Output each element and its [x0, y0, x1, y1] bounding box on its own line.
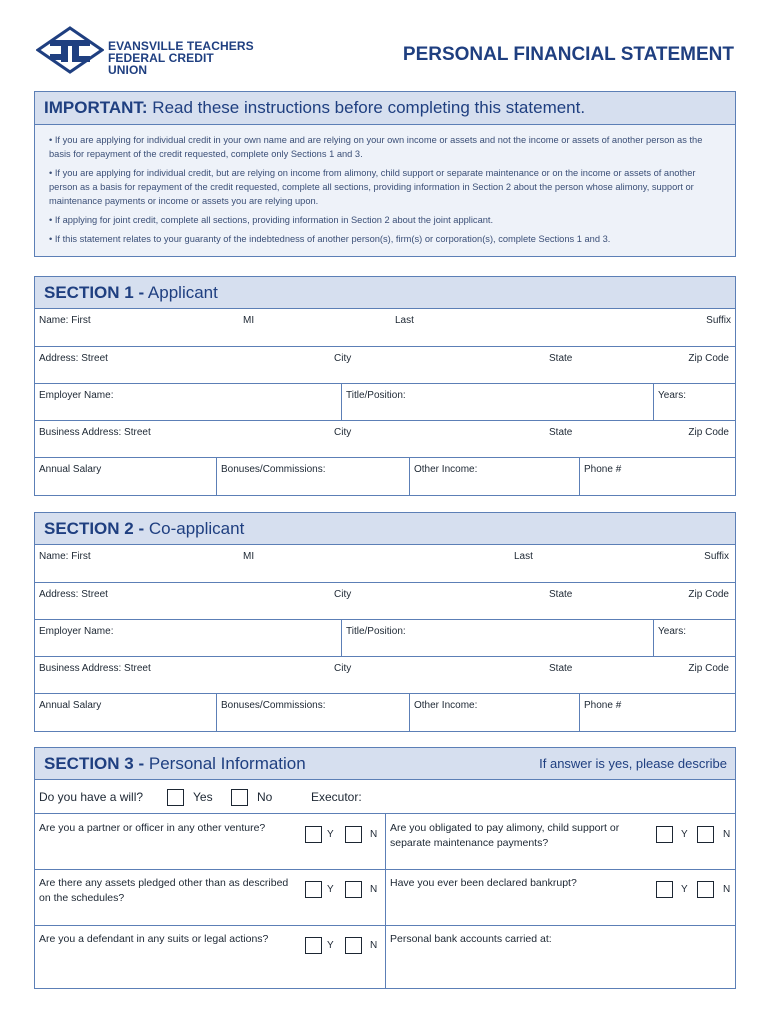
coapplicant-income-row — [35, 694, 735, 731]
etfcu-logo-mark-icon — [36, 26, 104, 74]
partner-yes-checkbox[interactable] — [305, 826, 322, 843]
section-1-header — [35, 277, 735, 309]
bank-accounts-label[interactable]: Personal bank accounts carried at: — [390, 933, 552, 945]
logo-line-2: FEDERAL CREDIT UNION — [108, 51, 214, 77]
annual-salary-label[interactable]: Annual Salary — [39, 700, 102, 711]
instruction-item: • If you are applying for individual credit, but are relying on income from alimony, child support or separate maintenance or on the income or assets of another person as a basis for repayment of the credit requested, complete all sections, providing information in Section 2 about the person whose alimony, support or maintenance payments or income or assets you are relying upon. — [49, 166, 721, 208]
annual-salary-label[interactable]: Annual Salary — [39, 464, 102, 475]
instructions-heading — [35, 92, 735, 125]
business-city-label: City — [334, 427, 352, 438]
questions-row-1 — [35, 814, 735, 870]
pledged-yes-checkbox[interactable] — [305, 881, 322, 898]
coapplicant-name-row[interactable] — [35, 545, 735, 583]
defendant-yes-label: Y — [327, 940, 334, 951]
alimony-yes-label: Y — [681, 829, 688, 840]
section-3-personal-information — [34, 747, 736, 989]
section-3-number: SECTION 3 - — [44, 754, 145, 773]
name-last-label: Last — [514, 551, 533, 562]
address-street-label: Address: Street — [39, 353, 108, 364]
will-no-label: No — [257, 790, 273, 804]
coapplicant-employer-row — [35, 620, 735, 657]
section-2-coapplicant — [34, 512, 736, 732]
title-position-label[interactable]: Title/Position: — [346, 390, 406, 401]
bankrupt-question: Have you ever been declared bankrupt? — [390, 877, 577, 889]
alimony-no-checkbox[interactable] — [697, 826, 714, 843]
questions-row-2 — [35, 870, 735, 926]
pledged-no-checkbox[interactable] — [345, 881, 362, 898]
alimony-no-label: N — [723, 829, 731, 840]
partner-no-checkbox[interactable] — [345, 826, 362, 843]
address-state-label: State — [549, 589, 573, 600]
instructions-heading-text: Read these instructions before completing this statement. — [152, 98, 586, 117]
coapplicant-address-row[interactable] — [35, 583, 735, 620]
logo-line-1: EVANSVILLE TEACHERS — [108, 39, 254, 53]
bankrupt-yes-label: Y — [681, 884, 688, 895]
phone-label[interactable]: Phone # — [584, 464, 622, 475]
bankrupt-yes-checkbox[interactable] — [656, 881, 673, 898]
business-street-label: Business Address: Street — [39, 663, 151, 674]
alimony-question: Are you obligated to pay alimony, child support or separate maintenance payments? — [390, 822, 620, 849]
address-street-label: Address: Street — [39, 589, 108, 600]
phone-label[interactable]: Phone # — [584, 700, 622, 711]
name-mi-label: MI — [243, 551, 255, 562]
instruction-item: • If applying for joint credit, complete all sections, providing information in Section 2 about the joint applicant. — [49, 213, 721, 227]
applicant-income-row — [35, 458, 735, 495]
other-income-label[interactable]: Other Income: — [414, 464, 478, 475]
alimony-yes-checkbox[interactable] — [656, 826, 673, 843]
partner-question: Are you a partner or officer in any other venture? — [39, 822, 266, 834]
business-zip-label: Zip Code — [688, 427, 729, 438]
applicant-name-row[interactable] — [35, 309, 735, 347]
section-1-applicant — [34, 276, 736, 496]
applicant-address-row[interactable] — [35, 347, 735, 384]
instructions-list — [35, 125, 735, 246]
partner-no-label: N — [370, 829, 378, 840]
instruction-item: • If you are applying for individual credit in your own name and are relying on your own income or assets and not the income or assets of another person as the basis for repayment of the credit requested, complete only Sections 1 and 3. — [49, 133, 721, 161]
section-2-header — [35, 513, 735, 545]
title-position-label[interactable]: Title/Position: — [346, 626, 406, 637]
instruction-item: • If this statement relates to your guaranty of the indebtedness of another person(s), firm(s) or corporation(s), complete Sections 1 and 3. — [49, 232, 721, 246]
years-label[interactable]: Years: — [658, 390, 686, 401]
name-suffix-label: Suffix — [706, 315, 731, 326]
bonuses-label[interactable]: Bonuses/Commissions: — [221, 700, 326, 711]
name-first-label: Name: First — [39, 551, 91, 562]
defendant-no-checkbox[interactable] — [345, 937, 362, 954]
other-income-label[interactable]: Other Income: — [414, 700, 478, 711]
will-no-checkbox[interactable] — [231, 789, 248, 806]
section-3-note: If answer is yes, please describe — [539, 756, 727, 771]
will-yes-checkbox[interactable] — [167, 789, 184, 806]
bankrupt-no-checkbox[interactable] — [697, 881, 714, 898]
pledged-yes-label: Y — [327, 884, 334, 895]
applicant-business-address-row[interactable] — [35, 421, 735, 458]
pledged-assets-question: Are there any assets pledged other than as described on the schedules? — [39, 877, 289, 904]
years-label[interactable]: Years: — [658, 626, 686, 637]
defendant-no-label: N — [370, 940, 378, 951]
coapplicant-business-address-row[interactable] — [35, 657, 735, 694]
business-street-label: Business Address: Street — [39, 427, 151, 438]
questions-row-3 — [35, 926, 735, 988]
pledged-no-label: N — [370, 884, 378, 895]
will-yes-label: Yes — [193, 790, 213, 804]
section-2-title: Co-applicant — [148, 519, 245, 538]
business-state-label: State — [549, 427, 573, 438]
section-3-header — [35, 748, 735, 780]
instructions-heading-bold: IMPORTANT: — [44, 98, 148, 117]
employer-name-label[interactable]: Employer Name: — [39, 626, 114, 637]
name-first-label: Name: First — [39, 315, 91, 326]
partner-yes-label: Y — [327, 829, 334, 840]
business-city-label: City — [334, 663, 352, 674]
name-last-label: Last — [395, 315, 414, 326]
address-state-label: State — [549, 353, 573, 364]
business-state-label: State — [549, 663, 573, 674]
section-2-number: SECTION 2 - — [44, 519, 145, 538]
applicant-employer-row — [35, 384, 735, 421]
will-row — [35, 780, 735, 814]
address-city-label: City — [334, 353, 352, 364]
address-zip-label: Zip Code — [688, 589, 729, 600]
name-mi-label: MI — [243, 315, 255, 326]
section-1-title: Applicant — [147, 283, 218, 302]
instructions-box — [34, 91, 736, 257]
bankrupt-no-label: N — [723, 884, 731, 895]
defendant-yes-checkbox[interactable] — [305, 937, 322, 954]
executor-label[interactable]: Executor: — [311, 790, 362, 804]
bonuses-label[interactable]: Bonuses/Commissions: — [221, 464, 326, 475]
defendant-question: Are you a defendant in any suits or legal actions? — [39, 933, 269, 945]
employer-name-label[interactable]: Employer Name: — [39, 390, 114, 401]
section-1-number: SECTION 1 - — [44, 283, 145, 302]
section-3-title: Personal Information — [148, 754, 306, 773]
will-question: Do you have a will? — [39, 790, 144, 804]
page-title: PERSONAL FINANCIAL STATEMENT — [402, 44, 734, 65]
address-city-label: City — [334, 589, 352, 600]
credit-union-logo — [36, 26, 256, 77]
address-zip-label: Zip Code — [688, 353, 729, 364]
name-suffix-label: Suffix — [704, 551, 729, 562]
business-zip-label: Zip Code — [688, 663, 729, 674]
